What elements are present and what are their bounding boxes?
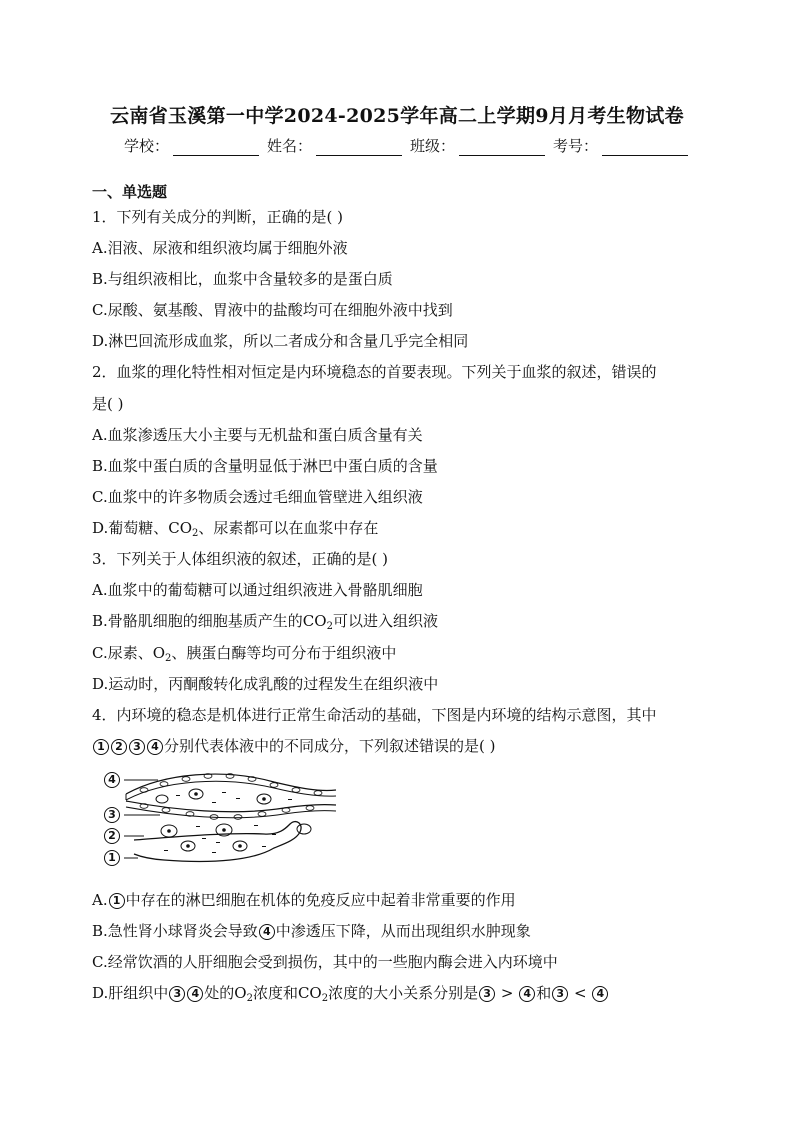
- school-label: 学校：: [124, 137, 170, 155]
- q1-option-b[interactable]: B.与组织液相比，血浆中含量较多的是蛋白质: [92, 270, 393, 288]
- q4-d-mid1: 处的O: [204, 984, 247, 1002]
- page-title: 云南省玉溪第一中学2024-2025学年高二上学期9月月考生物试卷: [110, 105, 684, 127]
- number-field[interactable]: [553, 135, 688, 156]
- and-word: 和: [536, 984, 552, 1002]
- circled-number-4: 4: [259, 924, 275, 940]
- name-blank[interactable]: [316, 140, 402, 156]
- greater-than-sign: >: [496, 984, 519, 1002]
- q3-option-d[interactable]: D.运动时，丙酮酸转化成乳酸的过程发生在组织液中: [92, 675, 439, 693]
- q2-d-subscript: 2: [192, 528, 199, 539]
- diagram-label-1: 1: [104, 850, 120, 866]
- q4-option-b[interactable]: [92, 920, 531, 941]
- q4-a-prefix: A.: [92, 891, 108, 909]
- diagram-svg: [104, 768, 344, 872]
- q3-option-a[interactable]: A.血浆中的葡萄糖可以通过组织液进入骨骼肌细胞: [92, 581, 423, 599]
- circled-number-3: 3: [479, 986, 495, 1002]
- number-blank[interactable]: [602, 140, 688, 156]
- q3-b-text-post: 可以进入组织液: [332, 612, 438, 630]
- circled-number-2: 2: [111, 739, 127, 755]
- q1-option-a[interactable]: A.泪液、尿液和组织液均属于细胞外液: [92, 239, 348, 257]
- q4-b-text: 中渗透压下降，从而出现组织水肿现象: [275, 922, 531, 940]
- q2-d-text-pre: D.葡萄糖、CO: [92, 519, 193, 537]
- name-field[interactable]: [267, 135, 402, 156]
- q4-a-text: 中存在的淋巴细胞在机体的免疫反应中起着非常重要的作用: [125, 891, 516, 909]
- circled-number-4: 4: [592, 986, 608, 1002]
- less-than-sign: <: [569, 984, 592, 1002]
- q4-d-sub2: 2: [321, 993, 329, 1004]
- q4-b-prefix: B.急性肾小球肾炎会导致: [92, 922, 258, 940]
- q3-option-b[interactable]: [92, 610, 438, 631]
- q4-stem-line2: [92, 735, 495, 756]
- circled-number-3: 3: [169, 986, 185, 1002]
- q1-option-c[interactable]: C.尿酸、氨基酸、胃液中的盐酸均可在细胞外液中找到: [92, 301, 453, 319]
- q3-c-text-post: 、胰蛋白酶等均可分布于组织液中: [171, 644, 397, 662]
- q4-stem-line1: 4．内环境的稳态是机体进行正常生命活动的基础，下图是内环境的结构示意图，其中: [92, 706, 657, 724]
- q2-option-b[interactable]: B.血浆中蛋白质的含量明显低于淋巴中蛋白质的含量: [92, 457, 438, 475]
- circled-number-1: 1: [109, 893, 125, 909]
- q2-option-d[interactable]: [92, 517, 378, 538]
- q2-d-text-post: 、尿素都可以在血浆中存在: [198, 519, 379, 537]
- q4-option-d[interactable]: [92, 982, 609, 1003]
- q4-d-mid2: 浓度和CO: [252, 984, 322, 1002]
- school-blank[interactable]: [173, 140, 259, 156]
- q4-d-sub1: 2: [246, 993, 253, 1004]
- q3-c-subscript: 2: [165, 653, 172, 664]
- q3-c-text-pre: C.尿素、O: [92, 644, 166, 662]
- student-info-row: [124, 135, 696, 156]
- q2-stem-line1: 2．血浆的理化特性相对恒定是内环境稳态的首要表现。下列关于血浆的叙述，错误的: [92, 363, 657, 381]
- q2-option-c[interactable]: C.血浆中的许多物质会透过毛细血管壁进入组织液: [92, 488, 423, 506]
- section-heading: 一、单选题: [92, 183, 168, 201]
- school-field[interactable]: [124, 135, 259, 156]
- circled-number-4: 4: [147, 739, 163, 755]
- circled-number-1: 1: [93, 739, 109, 755]
- q4-option-a[interactable]: [92, 889, 516, 910]
- circled-number-3: 3: [129, 739, 145, 755]
- q4-option-c[interactable]: C.经常饮酒的人肝细胞会受到损伤，其中的一些胞内酶会进入内环境中: [92, 953, 558, 971]
- diagram-label-2: 2: [104, 828, 120, 844]
- q3-b-subscript: 2: [326, 621, 333, 632]
- circled-number-4: 4: [519, 986, 535, 1002]
- number-label: 考号：: [553, 137, 599, 155]
- q4-stem-line2-text: 分别代表体液中的不同成分，下列叙述错误的是( ): [164, 737, 496, 755]
- diagram-label-4: 4: [104, 772, 120, 788]
- q2-stem-line2: 是( ): [92, 395, 124, 413]
- q3-stem: 3．下列关于人体组织液的叙述，正确的是( ): [92, 550, 389, 568]
- circled-number-4: 4: [187, 986, 203, 1002]
- internal-environment-diagram: [104, 768, 344, 872]
- class-blank[interactable]: [459, 140, 545, 156]
- q2-option-a[interactable]: A.血浆渗透压大小主要与无机盐和蛋白质含量有关: [92, 426, 423, 444]
- q3-option-c[interactable]: [92, 642, 396, 663]
- q4-d-prefix: D.肝组织中: [92, 984, 169, 1002]
- circled-number-3: 3: [552, 986, 568, 1002]
- diagram-label-3: 3: [104, 807, 120, 823]
- q4-d-mid3: 浓度的大小关系分别是: [328, 984, 479, 1002]
- q1-option-d[interactable]: D.淋巴回流形成血浆，所以二者成分和含量几乎完全相同: [92, 332, 469, 350]
- class-label: 班级：: [410, 137, 456, 155]
- q3-b-text-pre: B.骨骼肌细胞的细胞基质产生的CO: [92, 612, 327, 630]
- name-label: 姓名：: [267, 137, 313, 155]
- class-field[interactable]: [410, 135, 545, 156]
- q1-stem: 1．下列有关成分的判断，正确的是( ): [92, 208, 344, 226]
